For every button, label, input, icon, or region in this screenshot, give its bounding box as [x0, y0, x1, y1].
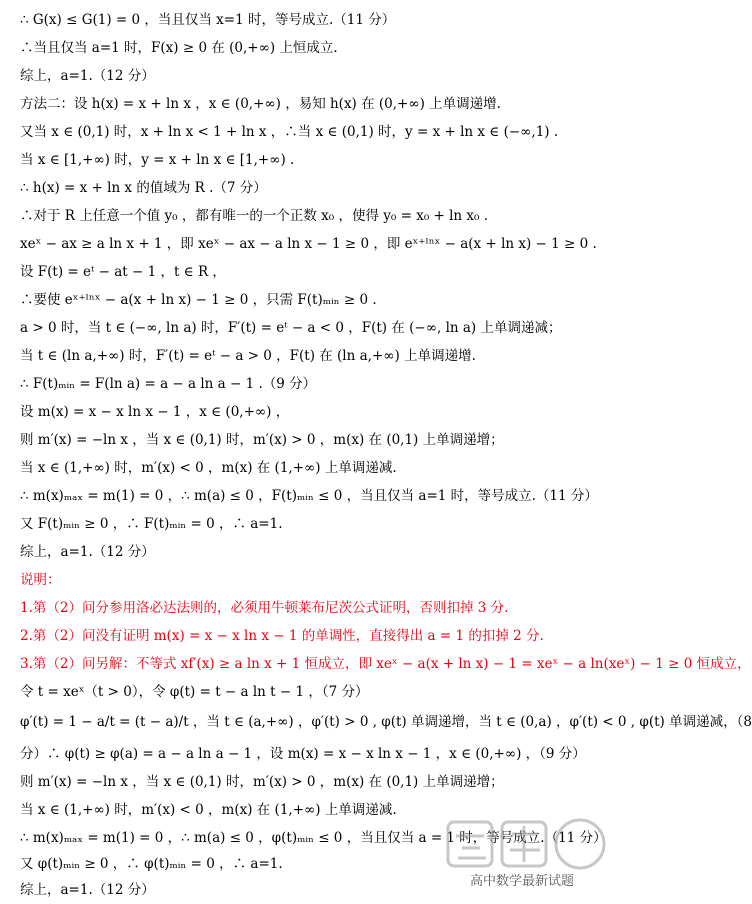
solution-line: ∴要使 eˣ⁺ˡⁿˣ − a(x + ln x) − 1 ≥ 0 ，只需 F(t)ₘᵢₙ ≥ 0 .: [20, 292, 377, 308]
solution-line: ∴ h(x) = x + ln x 的值域为 R .（7 分）: [20, 180, 267, 196]
alt-line: 又 φ(t)ₘᵢₙ ≥ 0 ，∴ φ(t)ₘᵢₙ = 0 ，∴ a=1.: [20, 856, 283, 872]
note-item: 2.第（2）问没有证明 m(x) = x − x ln x − 1 的单调性，直接得出 a = 1 的扣掉 2 分.: [20, 628, 544, 644]
watermark-caption: 高中数学最新试题: [470, 874, 575, 889]
alt-line: 当 x ∈ (1,+∞) 时，m′(x) < 0 ，m(x) 在 (1,+∞) 上单调递减.: [20, 802, 397, 818]
solution-line: 当 t ∈ (ln a,+∞) 时，F′(t) = eᵗ − a > 0 ，F(t) 在 (ln a,+∞) 上单调递增.: [20, 348, 476, 364]
solution-line: 设 F(t) = eᵗ − at − 1 ，t ∈ R ，: [20, 264, 226, 280]
solution-line: 当 x ∈ (1,+∞) 时，m′(x) < 0 ，m(x) 在 (1,+∞) 上单调递减.: [20, 460, 397, 476]
solution-line: ∴ G(x) ≤ G(1) = 0 ，当且仅当 x=1 时，等号成立.（11 分）: [20, 12, 396, 28]
solution-line: 综上，a=1.（12 分）: [20, 68, 155, 84]
alt-line: 则 m′(x) = −ln x ，当 x ∈ (0,1) 时，m′(x) > 0 ，m(x) 在 (0,1) 上单调递增；: [20, 774, 504, 790]
solution-line: ∴ m(x)ₘₐₓ = m(1) = 0 ，∴ m(a) ≤ 0 ，F(t)ₘᵢₙ ≤ 0 ，当且仅当 a=1 时，等号成立.（11 分）: [20, 488, 598, 504]
solution-line: ∴当且仅当 a=1 时，F(x) ≥ 0 在 (0,+∞) 上恒成立.: [20, 40, 338, 56]
note-item: 3.第（2）问另解：不等式 xf′(x) ≥ a ln x + 1 恒成立，即 xeˣ − a(x + ln x) − 1 = xeˣ − a ln(xeˣ) − 1 ≥ 0 恒成立，: [20, 656, 751, 672]
solution-line: 则 m′(x) = −ln x ，当 x ∈ (0,1) 时，m′(x) > 0 ，m(x) 在 (0,1) 上单调递增；: [20, 432, 504, 448]
solution-line: ∴对于 R 上任意一个值 y₀ ，都有唯一的一个正数 x₀ ，使得 y₀ = x₀ + ln x₀ .: [20, 208, 489, 224]
note-heading: 说明：: [20, 572, 61, 588]
solution-line: ∴ F(t)ₘᵢₙ = F(ln a) = a − a ln a − 1 .（9 分）: [20, 376, 317, 392]
solution-line: 当 x ∈ [1,+∞) 时，y = x + ln x ∈ [1,+∞) .: [20, 152, 295, 168]
alt-line: 分）∴ φ(t) ≥ φ(a) = a − a ln a − 1 ，设 m(x) = x − x ln x − 1 ，x ∈ (0,+∞) ，（9 分）: [20, 746, 586, 762]
solution-line: 设 m(x) = x − x ln x − 1 ，x ∈ (0,+∞) ，: [20, 404, 290, 420]
solution-line: a > 0 时，当 t ∈ (−∞, ln a) 时，F′(t) = eᵗ − a < 0 ，F(t) 在 (−∞, ln a) 上单调递减；: [20, 320, 562, 336]
alt-line: 令 t = xeˣ（t > 0），令 φ(t) = t − a ln t − 1 ，（7 分）: [20, 684, 369, 700]
alt-line: ∴ m(x)ₘₐₓ = m(1) = 0 ，∴ m(a) ≤ 0 ，φ(t)ₘᵢₙ ≤ 0 ，当且仅当 a = 1 时，等号成立.（11 分）: [20, 830, 607, 846]
note-item: 1.第（2）问分参用洛必达法则的，必须用牛顿莱布尼茨公式证明，否则扣掉 3 分.: [20, 600, 509, 616]
alt-line: φ′(t) = 1 − a/t = (t − a)/t ，当 t ∈ (a,+∞) ，φ′(t) > 0 , φ(t) 单调递增，当 t ∈ (0,a) ，φ′(t) < 0 , φ(t) 单调递减，（8: [20, 714, 752, 730]
solution-line: 综上，a=1.（12 分）: [20, 544, 155, 560]
solution-line: 方法二：设 h(x) = x + ln x ，x ∈ (0,+∞) ，易知 h(x) 在 (0,+∞) 上单调递增.: [20, 96, 501, 112]
solution-line: xeˣ − ax ≥ a ln x + 1 ，即 xeˣ − ax − a ln x − 1 ≥ 0 ，即 eˣ⁺ˡⁿˣ − a(x + ln x) − 1 ≥ 0 .: [20, 236, 597, 252]
solution-line: 又当 x ∈ (0,1) 时，x + ln x < 1 + ln x ，∴当 x ∈ (0,1) 时，y = x + ln x ∈ (−∞,1) .: [20, 124, 559, 140]
alt-line: 综上，a=1.（12 分）: [20, 882, 155, 898]
solution-line: 又 F(t)ₘᵢₙ ≥ 0 ，∴ F(t)ₘᵢₙ = 0 ，∴ a=1.: [20, 516, 283, 532]
